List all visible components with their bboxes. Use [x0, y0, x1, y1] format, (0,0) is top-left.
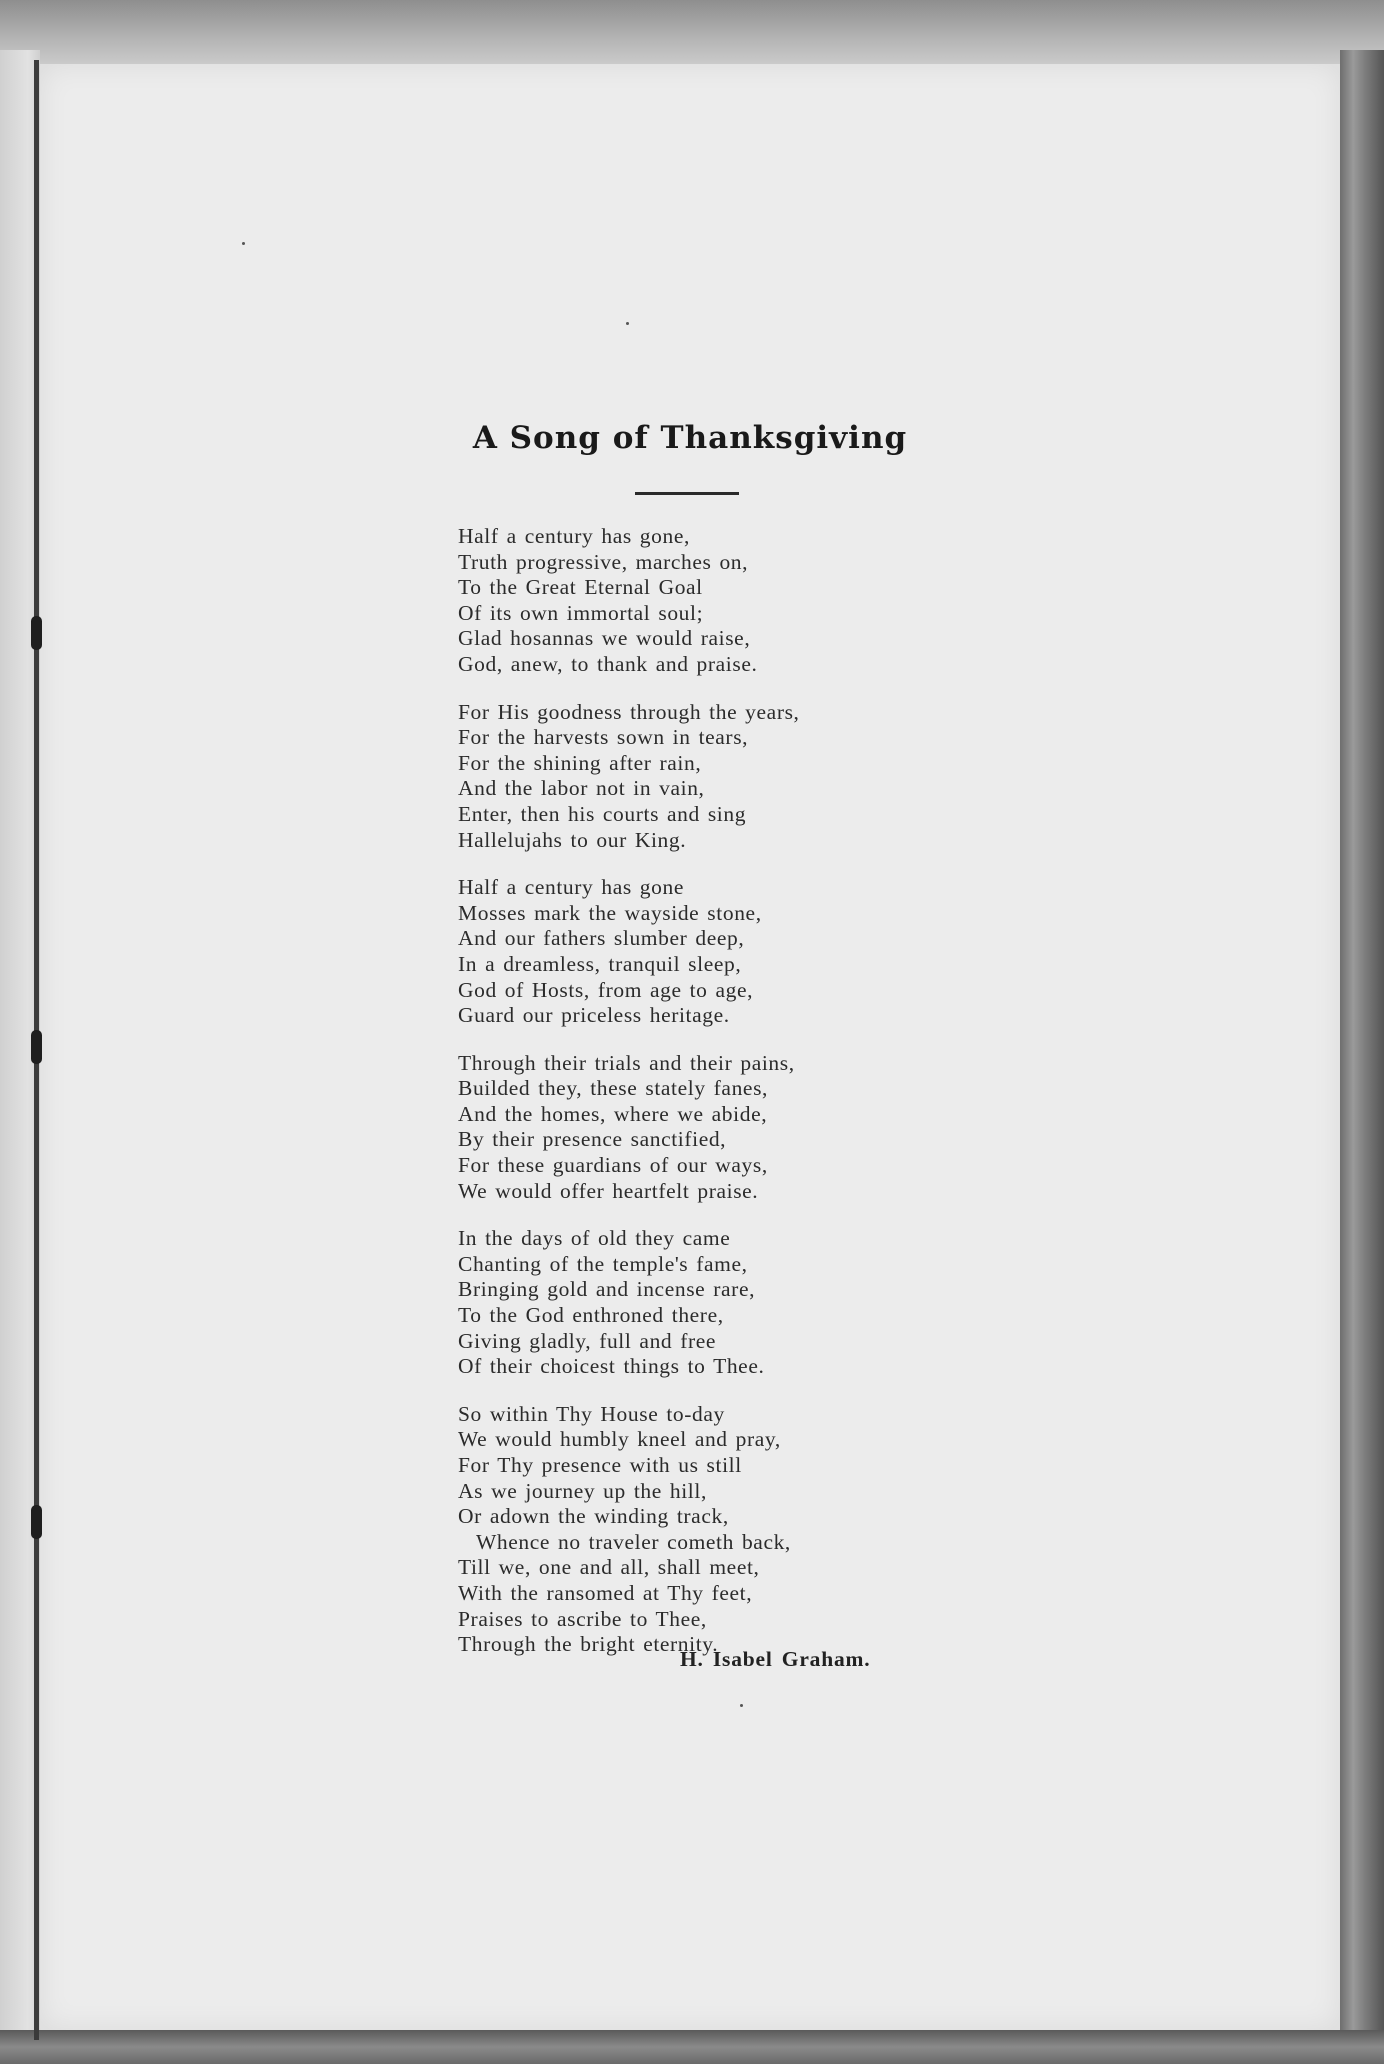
verse-line: We would humbly kneel and pray, [458, 1427, 781, 1452]
paper-speck [740, 1704, 743, 1707]
verse-line: Through the bright eternity. [458, 1632, 719, 1657]
verse-line: Half a century has gone [458, 875, 684, 900]
scan-right-edge [1340, 50, 1384, 2064]
paper-speck [242, 242, 245, 245]
verse-line: To the Great Eternal Goal [458, 575, 703, 600]
binding-mark [31, 1030, 42, 1064]
title-divider [635, 492, 739, 495]
stanza-4 [458, 1051, 1058, 1205]
verse-line: We would offer heartfelt praise. [458, 1178, 759, 1203]
verse-line: Glad hosannas we would raise, [458, 626, 751, 651]
verse-line: Chanting of the temple's fame, [458, 1251, 748, 1276]
verse-line: In a dreamless, tranquil sleep, [458, 951, 742, 976]
verse-line: Hallelujahs to our King. [458, 827, 687, 852]
stanza-6 [458, 1402, 1058, 1658]
verse-line: Or adown the winding track, [458, 1504, 729, 1529]
verse-line: Giving gladly, full and free [458, 1328, 717, 1353]
verse-line: Truth progressive, marches on, [458, 549, 749, 574]
verse-line: By their presence sanctified, [458, 1127, 727, 1152]
verse-line: Enter, then his courts and sing [458, 801, 747, 826]
poem-title: A Song of Thanksgiving [472, 420, 908, 456]
stanza-5 [458, 1226, 1058, 1380]
stanza-2 [458, 700, 1058, 854]
verse-line: To the God enthroned there, [458, 1303, 724, 1328]
verse-line: Till we, one and all, shall meet, [458, 1555, 760, 1580]
stanza-1 [458, 524, 1058, 678]
binding-mark [31, 1505, 42, 1539]
verse-line: Builded they, these stately fanes, [458, 1076, 769, 1101]
verse-line: For these guardians of our ways, [458, 1153, 768, 1178]
verse-line: So within Thy House to-day [458, 1401, 725, 1426]
verse-line: For His goodness through the years, [458, 699, 800, 724]
scan-bottom-edge [0, 2030, 1384, 2064]
verse-line: For the harvests sown in tears, [458, 725, 749, 750]
paper-speck [626, 322, 629, 325]
verse-line: And the homes, where we abide, [458, 1101, 768, 1126]
verse-line: Bringing gold and incense rare, [458, 1277, 756, 1302]
verse-line: Whence no traveler cometh back, [476, 1529, 791, 1554]
verse-line: Of its own immortal soul; [458, 600, 704, 625]
verse-line: Mosses mark the wayside stone, [458, 900, 762, 925]
verse-line: And our fathers slumber deep, [458, 926, 745, 951]
verse-line: And the labor not in vain, [458, 776, 705, 801]
verse-line: Guard our priceless heritage. [458, 1003, 730, 1028]
verse-line: Of their choicest things to Thee. [458, 1354, 765, 1379]
verse-line: For Thy presence with us still [458, 1453, 742, 1477]
stanza-3 [458, 875, 1058, 1029]
binding-mark [31, 616, 42, 650]
verse-line: Half a century has gone, [458, 524, 690, 548]
verse-line: Through their trials and their pains, [458, 1050, 795, 1075]
verse-line: With the ransomed at Thy feet, [458, 1580, 753, 1605]
document-page [40, 64, 1340, 2030]
verse-line: For the shining after rain, [458, 750, 702, 775]
verse-line: As we journey up the hill, [458, 1478, 707, 1503]
scan-top-edge [0, 0, 1384, 70]
verse-line: In the days of old they came [458, 1226, 731, 1251]
poem-body [458, 524, 1058, 1680]
verse-line: Praises to ascribe to Thee, [458, 1606, 707, 1631]
verse-line: God of Hosts, from age to age, [458, 977, 754, 1002]
verse-line: God, anew, to thank and praise. [458, 651, 758, 676]
poem-author: H. Isabel Graham. [680, 1647, 871, 1671]
